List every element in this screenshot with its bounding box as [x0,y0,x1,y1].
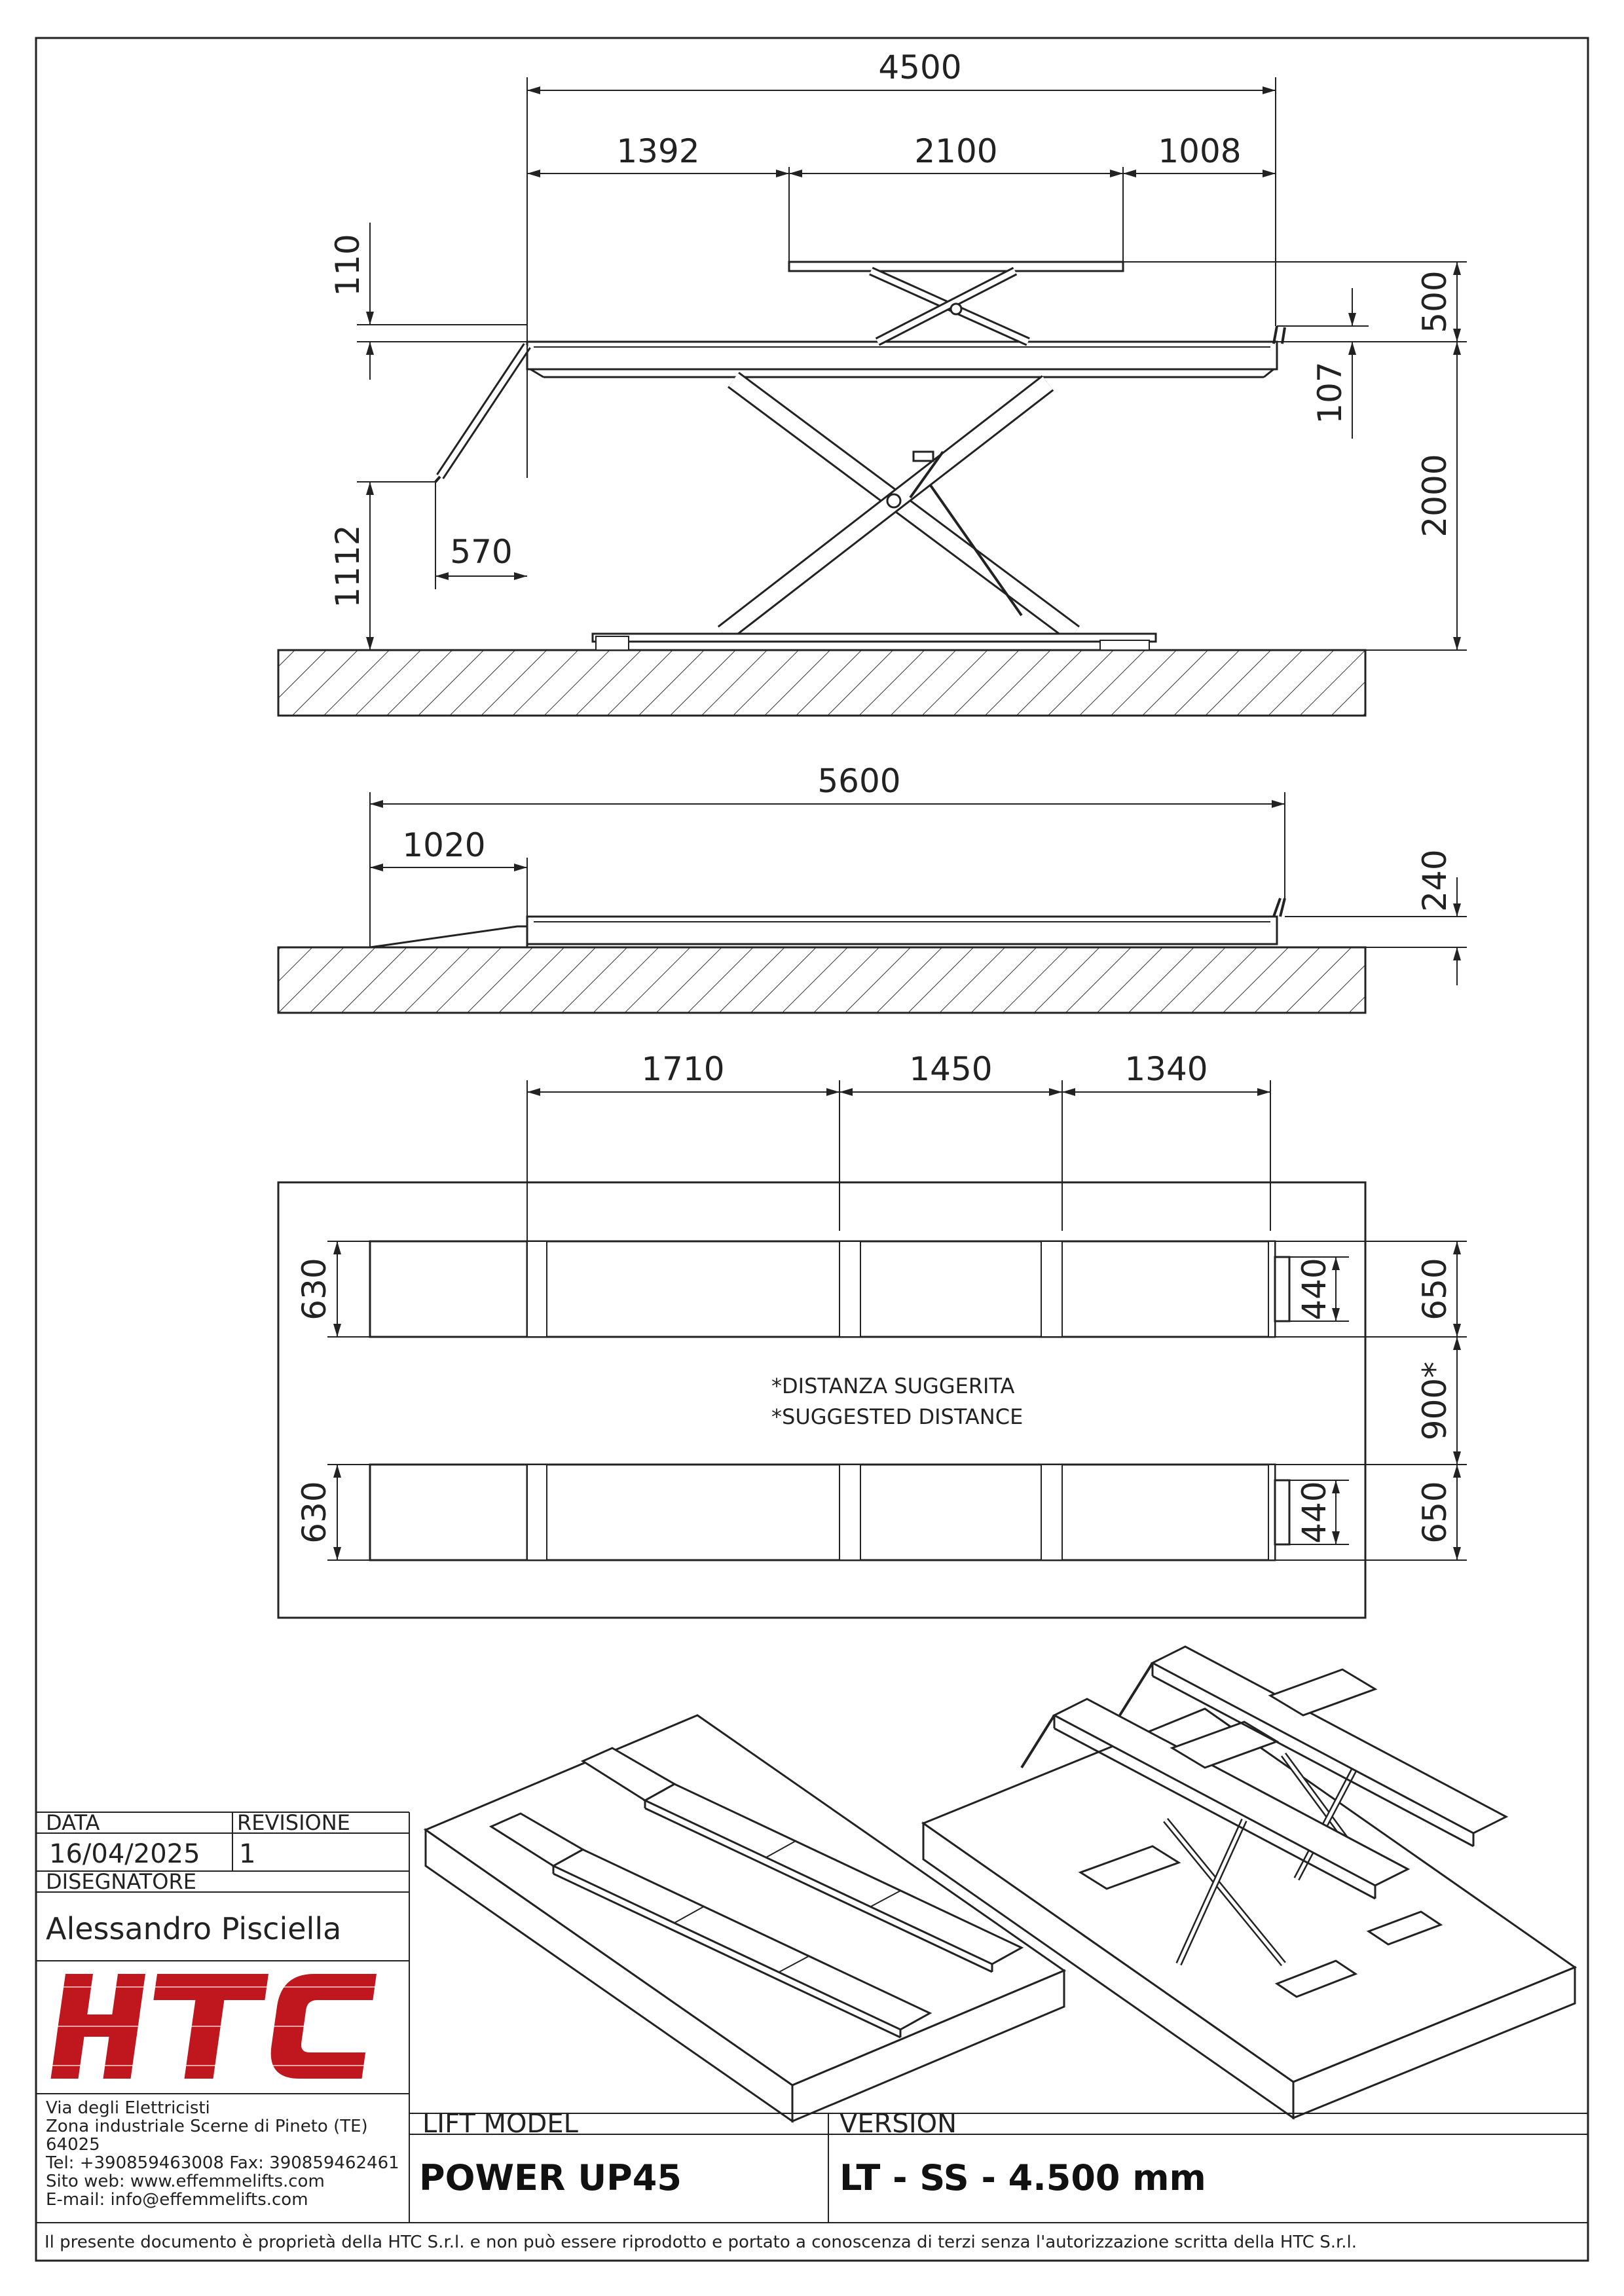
floor-hatch-lowered [278,947,1365,1013]
designer-value: Alessandro Pisciella [46,1911,342,1946]
dim-rear-flap-height: 107 [1311,361,1349,424]
dim-right-offset: 1008 [1158,132,1242,170]
dim-platform-width-bottom: 650 [1416,1481,1454,1544]
copyright-footer: Il presente documento è proprietà della HTC S.r.l. e non può essere riprodotto e portato a conoscenza di terzi senza l'autorizzazione scritta della HTC S.r.l. [45,2232,1357,2252]
dim-segment-3: 1340 [1124,1050,1208,1088]
htc-logo [38,1974,393,2079]
dim-lowered-ramp-length: 1020 [402,826,486,864]
dim-ramp-width-bottom: 630 [295,1481,333,1544]
designer-label: DISEGNATORE [46,1869,196,1894]
dim-closed-height: 240 [1416,849,1454,912]
address-line-6: E-mail: info@effemmelifts.com [46,2190,308,2210]
dim-segment-1: 1710 [641,1050,725,1088]
dim-total-length: 5600 [817,762,901,800]
plan-view [278,1050,1467,1618]
address-line-1: Via degli Elettricisti [46,2098,210,2118]
address-line-4: Tel: +390859463008 Fax: 390859462461 [46,2153,399,2173]
revision-label: REVISIONE [237,1810,350,1835]
note-suggested-distance-en: *SUGGESTED DISTANCE [771,1404,1024,1429]
dim-flap-width-top: 440 [1295,1258,1333,1321]
dim-flap-width-bottom: 440 [1295,1481,1333,1544]
dim-max-height: 2000 [1416,454,1454,538]
isometric-raised [923,1647,1575,2118]
side-view-lowered [278,762,1467,1013]
note-suggested-distance-it: *DISTANZA SUGGERITA [771,1374,1015,1398]
version-value: LT - SS - 4.500 mm [840,2157,1206,2198]
isometric-lowered [426,1715,1064,2121]
floor-hatch-side [278,650,1365,716]
address-line-3: 64025 [46,2135,100,2155]
dim-ramp-length: 570 [450,533,513,571]
dim-ramp-end-height: 1112 [329,524,367,608]
address-line-2: Zona industriale Scerne di Pineto (TE) [46,2117,368,2136]
dim-segment-2: 1450 [909,1050,993,1088]
dim-ramp-width-top: 630 [295,1258,333,1321]
revision-value: 1 [239,1839,256,1869]
version-label: VERSION [840,2109,957,2139]
date-value: 16/04/2025 [49,1839,200,1869]
lift-model-value: POWER UP45 [419,2157,682,2198]
date-label: DATA [46,1810,100,1835]
dim-ramp-height-step: 110 [329,234,367,297]
dim-overall-length: 4500 [878,48,962,86]
dim-upper-platform-length: 2100 [914,132,998,170]
dim-upper-platform-travel: 500 [1416,270,1454,333]
address-line-5: Sito web: www.effemmelifts.com [46,2172,325,2191]
dim-platform-width-top: 650 [1416,1258,1454,1321]
dim-left-offset: 1392 [616,132,700,170]
side-view-raised [278,48,1467,716]
lift-model-label: LIFT MODEL [422,2109,578,2139]
dim-suggested-gap: 900* [1416,1361,1454,1441]
